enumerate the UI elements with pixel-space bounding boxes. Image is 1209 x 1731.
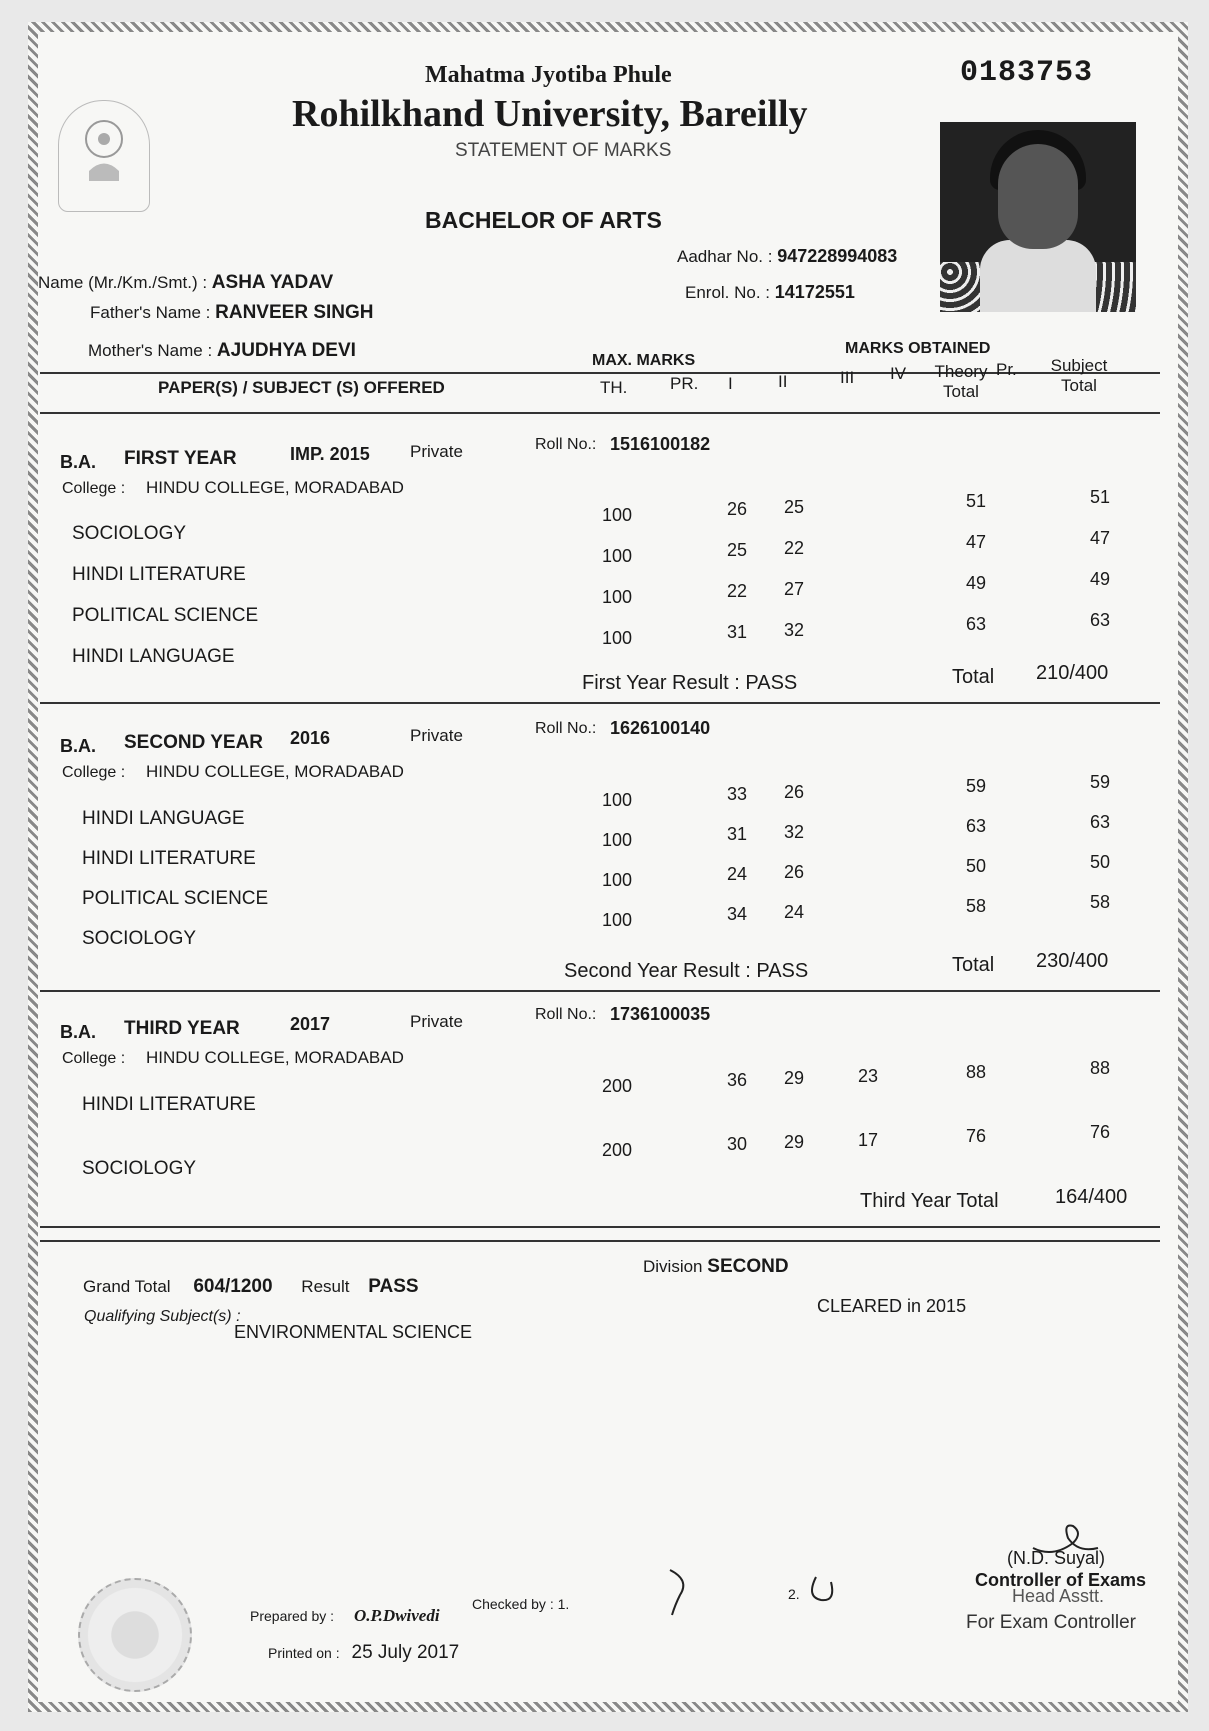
- subject-total: 59: [1090, 772, 1111, 792]
- subject-paper-1: 26: [727, 499, 748, 519]
- subject-name: POLITICAL SCIENCE: [72, 605, 259, 626]
- subject-theory-total: 63: [966, 614, 987, 634]
- roll-label: Roll No.:: [535, 436, 597, 453]
- subject-paper-2: 32: [784, 620, 805, 640]
- subject-name: HINDI LITERATURE: [82, 1094, 256, 1115]
- roll-label: Roll No.:: [535, 720, 597, 737]
- subject-total: 51: [1090, 487, 1111, 507]
- year-ba-label: B.A.: [60, 1022, 96, 1042]
- aadhar-row: [677, 246, 897, 267]
- subject-max-marks: 100: [602, 830, 633, 850]
- father-row: [90, 302, 374, 324]
- result-value: PASS: [368, 1276, 419, 1297]
- cleared-note: CLEARED in 2015: [817, 1296, 967, 1316]
- year-ba-label: B.A.: [60, 452, 96, 472]
- name-row: [38, 272, 333, 294]
- subject-paper-2: 26: [784, 862, 805, 882]
- college-label: College :: [62, 764, 126, 781]
- col-paper-1: I: [728, 374, 733, 393]
- subject-paper-1: 31: [727, 824, 748, 844]
- college-label: College :: [62, 1050, 126, 1067]
- father-name: RANVEER SINGH: [215, 302, 374, 323]
- roll-number: 1736100035: [610, 1004, 711, 1024]
- col-pr: PR.: [670, 374, 699, 393]
- subject-paper-2: 32: [784, 822, 805, 842]
- enrol-number: 14172551: [774, 282, 855, 302]
- col-paper-3: III: [840, 368, 855, 387]
- year-total-label: Total: [952, 954, 995, 976]
- subject-paper-1: 36: [727, 1070, 748, 1090]
- subject-theory-total: 50: [966, 856, 987, 876]
- year-ba-label: B.A.: [60, 736, 96, 756]
- year-mode: Private: [410, 442, 463, 461]
- year-name: SECOND YEAR: [124, 732, 264, 753]
- prepared-by: O.P.Dwivedi: [353, 1606, 440, 1625]
- degree-title: BACHELOR OF ARTS: [425, 207, 662, 233]
- college-name: HINDU COLLEGE, MORADABAD: [146, 762, 404, 781]
- subject-total: 76: [1090, 1122, 1111, 1142]
- subject-paper-1: 31: [727, 622, 748, 642]
- subject-paper-2: 22: [784, 538, 805, 558]
- college-name: HINDU COLLEGE, MORADABAD: [146, 478, 404, 497]
- statement-title: STATEMENT OF MARKS: [455, 140, 672, 161]
- prepared-label: Prepared by :: [250, 1608, 335, 1624]
- col-subject-total: Subject Total: [1050, 356, 1108, 395]
- qualifying-label: Qualifying Subject(s) :: [84, 1308, 241, 1325]
- year-name: FIRST YEAR: [124, 448, 237, 469]
- subject-total: 49: [1090, 569, 1111, 589]
- subject-theory-total: 47: [966, 532, 987, 552]
- subject-paper-1: 34: [727, 904, 748, 924]
- subject-paper-2: 29: [784, 1132, 805, 1152]
- qualifying-subject: ENVIRONMENTAL SCIENCE: [234, 1322, 473, 1342]
- col-practical: Pr.: [996, 360, 1017, 379]
- subject-paper-2: 29: [784, 1068, 805, 1088]
- printed-label: Printed on :: [268, 1645, 340, 1661]
- university-emblem-icon: [58, 100, 150, 212]
- subject-paper-2: 25: [784, 497, 805, 517]
- subject-paper-2: 24: [784, 902, 805, 922]
- college-name: HINDU COLLEGE, MORADABAD: [146, 1048, 404, 1067]
- student-photo: [940, 122, 1136, 312]
- result-label: Result: [301, 1277, 350, 1296]
- subject-theory-total: 59: [966, 776, 987, 796]
- subject-theory-total: 51: [966, 491, 987, 511]
- subject-max-marks: 100: [602, 546, 633, 566]
- year-session: 2016: [290, 728, 331, 748]
- subject-total: 50: [1090, 852, 1111, 872]
- subject-name: SOCIOLOGY: [72, 523, 187, 544]
- subject-total: 63: [1090, 610, 1111, 630]
- subject-paper-1: 24: [727, 864, 748, 884]
- university-seal-icon: [78, 1578, 192, 1692]
- year-separator-rule: [40, 990, 1160, 992]
- controller-name: (N.D. Suyal): [1007, 1548, 1106, 1568]
- col-max-marks: MAX. MARKS: [592, 352, 696, 369]
- subject-paper-1: 30: [727, 1134, 748, 1154]
- roll-number: 1626100140: [610, 718, 711, 738]
- col-th: TH.: [600, 378, 628, 397]
- grand-total-row: [83, 1276, 419, 1298]
- mother-row: [88, 340, 356, 362]
- subject-total: 63: [1090, 812, 1111, 832]
- year-session: IMP. 2015: [290, 444, 370, 464]
- aadhar-number: 947228994083: [777, 246, 898, 266]
- subject-theory-total: 63: [966, 816, 987, 836]
- subject-max-marks: 100: [602, 870, 633, 890]
- roll-label: Roll No.:: [535, 1006, 597, 1023]
- stamp-head-asstt: Head Asstt.: [1012, 1586, 1105, 1606]
- subject-name: POLITICAL SCIENCE: [82, 888, 269, 909]
- subject-max-marks: 200: [602, 1076, 633, 1096]
- enrol-label: Enrol. No. :: [685, 283, 771, 302]
- checked-label: Checked by : 1.: [472, 1596, 570, 1612]
- year-total-label: Total: [952, 666, 995, 688]
- subject-theory-total: 88: [966, 1062, 987, 1082]
- checker-signature-2-icon: [806, 1572, 846, 1612]
- printed-row: [268, 1642, 459, 1664]
- col-subject: PAPER(S) / SUBJECT (S) OFFERED: [158, 378, 445, 397]
- roll-number: 1516100182: [610, 434, 711, 454]
- name-label: Name (Mr./Km./Smt.) :: [38, 273, 208, 292]
- prepared-row: [250, 1606, 440, 1626]
- subject-paper-2: 26: [784, 782, 805, 802]
- year-total-value: 164/400: [1055, 1186, 1128, 1208]
- aadhar-label: Aadhar No. :: [677, 247, 773, 266]
- subject-total: 88: [1090, 1058, 1111, 1078]
- year-session: 2017: [290, 1014, 331, 1034]
- university-name: Rohilkhand University, Bareilly: [292, 93, 808, 135]
- subject-paper-2: 27: [784, 579, 805, 599]
- grand-total-value: 604/1200: [193, 1276, 273, 1297]
- year-name: THIRD YEAR: [124, 1018, 240, 1039]
- subject-max-marks: 100: [602, 910, 633, 930]
- student-name: ASHA YADAV: [211, 272, 334, 293]
- stamp-exam-controller: For Exam Controller: [966, 1612, 1136, 1633]
- subject-name: HINDI LANGUAGE: [72, 646, 235, 667]
- year-total-value: 210/400: [1036, 662, 1109, 684]
- enrol-row: [685, 282, 855, 303]
- year-mode: Private: [410, 1012, 463, 1031]
- subject-paper-1: 33: [727, 784, 748, 804]
- year-total-label: Third Year Total: [860, 1190, 999, 1212]
- subject-max-marks: 100: [602, 505, 633, 525]
- mother-name: AJUDHYA DEVI: [216, 340, 356, 361]
- father-label: Father's Name :: [90, 303, 211, 322]
- col-marks-obtained: MARKS OBTAINED: [845, 340, 991, 357]
- subject-name: HINDI LANGUAGE: [82, 808, 245, 829]
- subject-paper-1: 22: [727, 581, 748, 601]
- year-separator-rule: [40, 702, 1160, 704]
- checker-signature-1-icon: [660, 1560, 700, 1620]
- division-row: [643, 1256, 789, 1278]
- col-paper-2: II: [778, 372, 788, 391]
- serial-number: 0183753: [960, 56, 1094, 90]
- subject-name: SOCIOLOGY: [82, 1158, 197, 1179]
- university-line-1: Mahatma Jyotiba Phule: [425, 62, 672, 88]
- printed-on: 25 July 2017: [351, 1642, 460, 1663]
- subject-total: 47: [1090, 528, 1111, 548]
- header-bottom-rule: [40, 412, 1160, 414]
- subject-theory-total: 76: [966, 1126, 987, 1146]
- checked-2-label: 2.: [788, 1586, 800, 1602]
- division-label: Division: [643, 1257, 703, 1276]
- year-separator-rule: [40, 1226, 1160, 1228]
- col-theory-total: Theory Total: [934, 362, 988, 401]
- subject-max-marks: 100: [602, 790, 633, 810]
- subject-name: HINDI LITERATURE: [82, 848, 256, 869]
- subject-total: 58: [1090, 892, 1111, 912]
- controller-title: Controller of Exams: [975, 1570, 1147, 1590]
- subject-name: SOCIOLOGY: [82, 928, 197, 949]
- col-paper-4: IV: [890, 364, 907, 383]
- mother-label: Mother's Name :: [88, 341, 213, 360]
- year-mode: Private: [410, 726, 463, 745]
- subject-name: HINDI LITERATURE: [72, 564, 246, 585]
- subject-theory-total: 58: [966, 896, 987, 916]
- subject-theory-total: 49: [966, 573, 987, 593]
- subject-paper-3: 23: [858, 1066, 879, 1086]
- division-value: SECOND: [707, 1256, 789, 1277]
- summary-rule: [40, 1240, 1160, 1242]
- subject-max-marks: 100: [602, 628, 633, 648]
- grand-total-label: Grand Total: [83, 1277, 171, 1296]
- college-label: College :: [62, 480, 126, 497]
- subject-max-marks: 100: [602, 587, 633, 607]
- subject-max-marks: 200: [602, 1140, 633, 1160]
- year-result: Second Year Result : PASS: [564, 960, 809, 982]
- subject-paper-3: 17: [858, 1130, 879, 1150]
- subject-paper-1: 25: [727, 540, 748, 560]
- year-result: First Year Result : PASS: [582, 672, 798, 694]
- year-total-value: 230/400: [1036, 950, 1109, 972]
